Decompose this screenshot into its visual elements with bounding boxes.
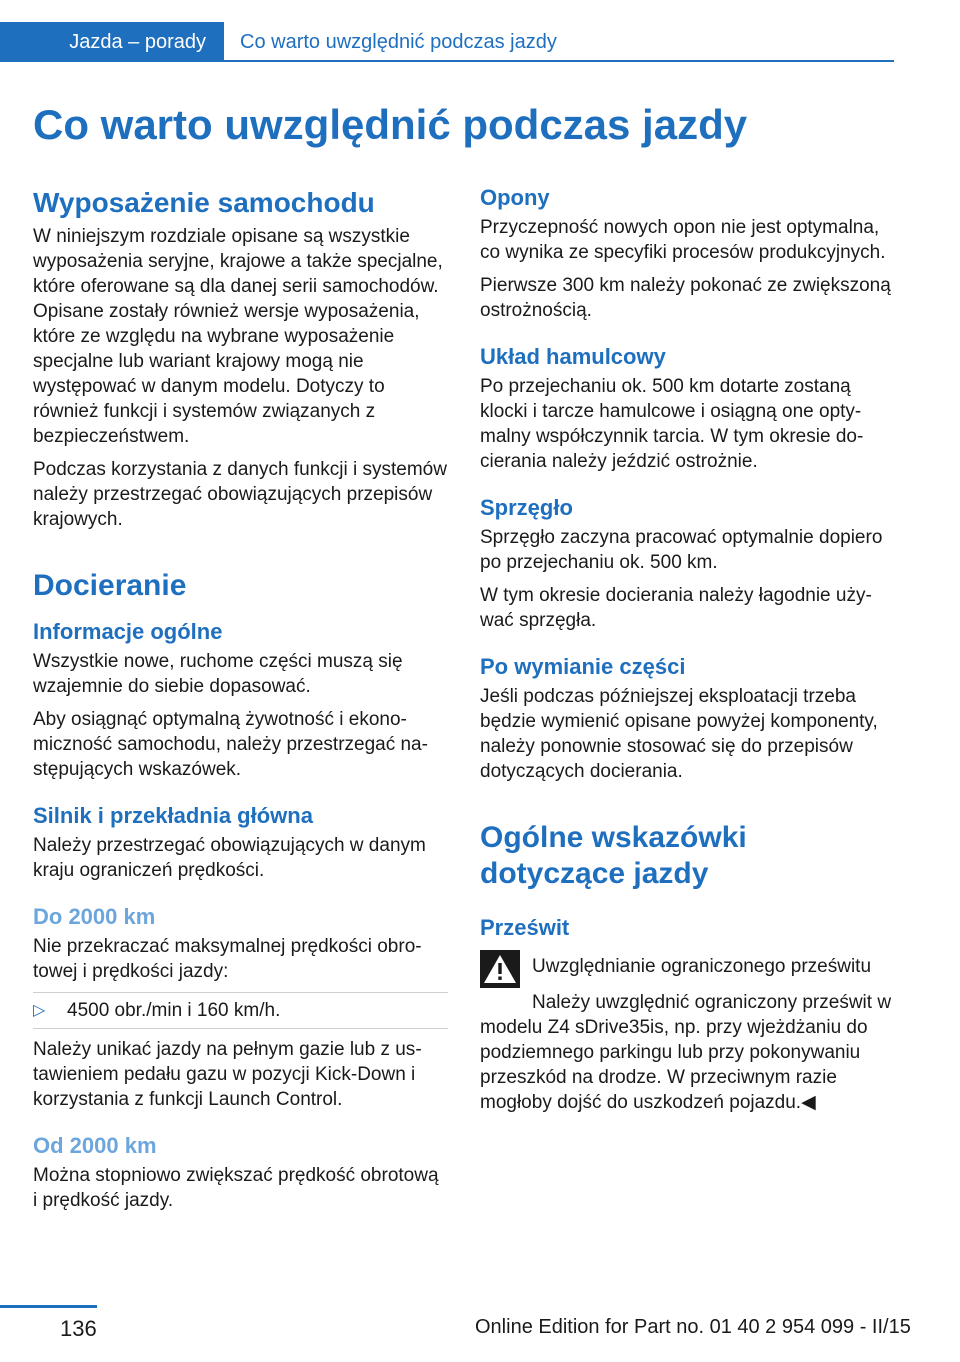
heading-up-to-2000km: Do 2000 km: [33, 904, 156, 929]
triangle-bullet-icon: ▷: [33, 1002, 46, 1019]
left-column: [33, 178, 448, 1221]
heading-equipment: Wyposażenie samochodu: [33, 187, 375, 218]
paragraph: Można stopniowo zwiększać prędkość obrotową i prędkość jazdy.: [33, 1165, 439, 1211]
paragraph: Podczas korzystania z danych funkcji i systemów należy przestrzegać obowiązujących przepisów krajowych.: [33, 459, 447, 530]
list-item-text: 4500 obr./min i 160 km/h.: [67, 1000, 281, 1021]
footer-rule: [0, 1305, 97, 1308]
warning-box: [480, 950, 895, 988]
heading-from-2000km: Od 2000 km: [33, 1133, 157, 1158]
header-rule: [224, 60, 894, 62]
list-item: [33, 992, 448, 1029]
heading-brakes: Układ hamulcowy: [480, 344, 666, 369]
heading-parts-replacement: Po wymianie części: [480, 654, 686, 679]
heading-driving-tips: Ogólne wskazówki dotyczące jazdy: [480, 821, 747, 890]
paragraph: Wszystkie nowe, ruchome części muszą się wzajemnie do siebie dopasować.: [33, 651, 403, 697]
right-column: [480, 178, 895, 1123]
paragraph: Aby osiągnąć optymalną żywotność i ekonomiczność samochodu, należy przestrzegać następujących wskazówek.: [33, 709, 428, 780]
warning-body: Należy uwzględnić ograniczony prześwit w modelu Z4 sDrive35is, np. przy wjeżdżaniu do podziemnego parkingu lub przy pokonywaniu przeszkód na drodze. W przeciwnym razie mogłoby dojść do uszkodzeń pojazdu.◀: [480, 992, 892, 1113]
heading-tires: Opony: [480, 185, 550, 210]
paragraph: Po przejechaniu ok. 500 km dotarte zostaną klocki i tarcze hamulcowe i osiągną one optymalny współczynnik tarcia. W tym okresie docierania należy jeździć ostrożnie.: [480, 376, 864, 472]
heading-clutch: Sprzęgło: [480, 495, 573, 520]
paragraph: Sprzęgło zaczyna pracować optymalnie dopiero po przejechaniu ok. 500 km.: [480, 527, 883, 573]
heading-break-in: Docieranie: [33, 569, 187, 602]
paragraph: Jeśli podczas późniejszej eksploatacji trzeba będzie wymienić opisane powyżej komponenty, należy ponownie stosować się do przepisów dotyczących docierania.: [480, 686, 878, 782]
heading-ground-clearance: Prześwit: [480, 915, 570, 940]
chapter-tab[interactable]: Jazda – porady: [0, 22, 224, 62]
edition-note: Online Edition for Part no. 01 40 2 954 099 - II/15: [475, 1316, 911, 1338]
warning-triangle-icon: [480, 950, 520, 988]
warning-title: Uwzględnianie ograniczonego prześwitu: [532, 956, 872, 977]
heading-general-info: Informacje ogólne: [33, 619, 223, 644]
paragraph: W niniejszym rozdziale opisane są wszystkie wyposażenia seryjne, krajowe a także specjalne, które oferowane są dla danej serii samochodów. Opisane zostały również wersje wyposażenia, które ze względu na wybrane wyposażenie specjalne lub wariant krajowy mogą nie występować w danym modelu. Dotyczy to również funkcji i systemów związanych z bezpieczeństwem.: [33, 226, 443, 447]
paragraph: W tym okresie docierania należy łagodnie używać sprzęgła.: [480, 585, 872, 631]
page-number: 136: [60, 1316, 97, 1341]
paragraph: Przyczepność nowych opon nie jest optymalna, co wynika ze specyfiki procesów produkcyjnych.: [480, 217, 886, 263]
section-breadcrumb[interactable]: Co warto uwzględnić podczas jazdy: [240, 31, 557, 53]
heading-engine-gearbox: Silnik i przekładnia główna: [33, 803, 313, 828]
paragraph: Nie przekraczać maksymalnej prędkości obrotowej i prędkości jazdy:: [33, 936, 422, 982]
page-title: Co warto uwzględnić podczas jazdy: [33, 101, 748, 148]
paragraph: Należy unikać jazdy na pełnym gazie lub z ustawieniem pedału gazu w pozycji Kick-Down i korzystania z funkcji Launch Control.: [33, 1039, 422, 1110]
paragraph: Pierwsze 300 km należy pokonać ze zwiększoną ostrożnością.: [480, 275, 891, 321]
paragraph: Należy przestrzegać obowiązujących w danym kraju ograniczeń prędkości.: [33, 835, 426, 881]
